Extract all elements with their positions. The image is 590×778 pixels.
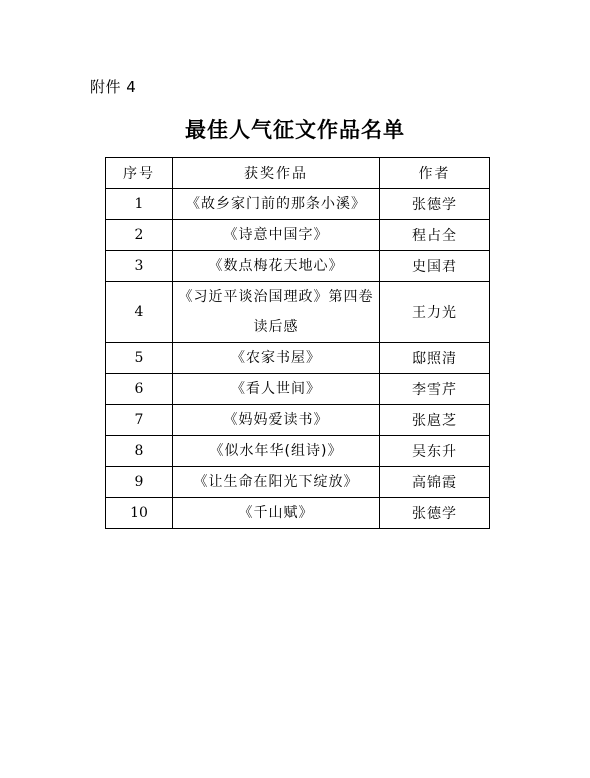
row-number: 9 — [106, 467, 173, 498]
table-row — [106, 436, 490, 467]
table-row — [106, 251, 490, 282]
author-name: 高锦霞 — [380, 467, 490, 498]
row-number: 2 — [106, 220, 173, 251]
work-title: 《让生命在阳光下绽放》 — [173, 467, 380, 498]
table-row — [106, 189, 490, 220]
table-row — [106, 282, 490, 343]
author-name: 王力光 — [380, 282, 490, 343]
work-title: 《习近平谈治国理政》第四卷读后感 — [173, 282, 380, 343]
row-number: 10 — [106, 498, 173, 529]
author-name: 李雪芹 — [380, 374, 490, 405]
column-header-work: 获奖作品 — [173, 158, 380, 189]
author-name: 张德学 — [380, 498, 490, 529]
table-row — [106, 374, 490, 405]
table-row — [106, 343, 490, 374]
work-title: 《看人世间》 — [173, 374, 380, 405]
table-row — [106, 220, 490, 251]
table-row — [106, 498, 490, 529]
work-title: 《农家书屋》 — [173, 343, 380, 374]
row-number: 8 — [106, 436, 173, 467]
table-header-row — [106, 158, 490, 189]
column-header-author: 作者 — [380, 158, 490, 189]
column-header-seq: 序号 — [106, 158, 173, 189]
page-title: 最佳人气征文作品名单 — [185, 118, 405, 142]
row-number: 3 — [106, 251, 173, 282]
author-name: 史国君 — [380, 251, 490, 282]
row-number: 7 — [106, 405, 173, 436]
awards-table — [105, 157, 490, 529]
work-title: 《妈妈爱读书》 — [173, 405, 380, 436]
row-number: 1 — [106, 189, 173, 220]
table-row — [106, 405, 490, 436]
author-name: 吴东升 — [380, 436, 490, 467]
attachment-label: 附件 4 — [90, 78, 137, 96]
author-name: 张德学 — [380, 189, 490, 220]
author-name: 邸照清 — [380, 343, 490, 374]
work-title: 《故乡家门前的那条小溪》 — [173, 189, 380, 220]
work-title: 《千山赋》 — [173, 498, 380, 529]
author-name: 程占全 — [380, 220, 490, 251]
table-row — [106, 467, 490, 498]
author-name: 张扈芝 — [380, 405, 490, 436]
row-number: 4 — [106, 282, 173, 343]
row-number: 5 — [106, 343, 173, 374]
work-title: 《似水年华(组诗)》 — [173, 436, 380, 467]
work-title: 《诗意中国字》 — [173, 220, 380, 251]
work-title: 《数点梅花天地心》 — [173, 251, 380, 282]
row-number: 6 — [106, 374, 173, 405]
